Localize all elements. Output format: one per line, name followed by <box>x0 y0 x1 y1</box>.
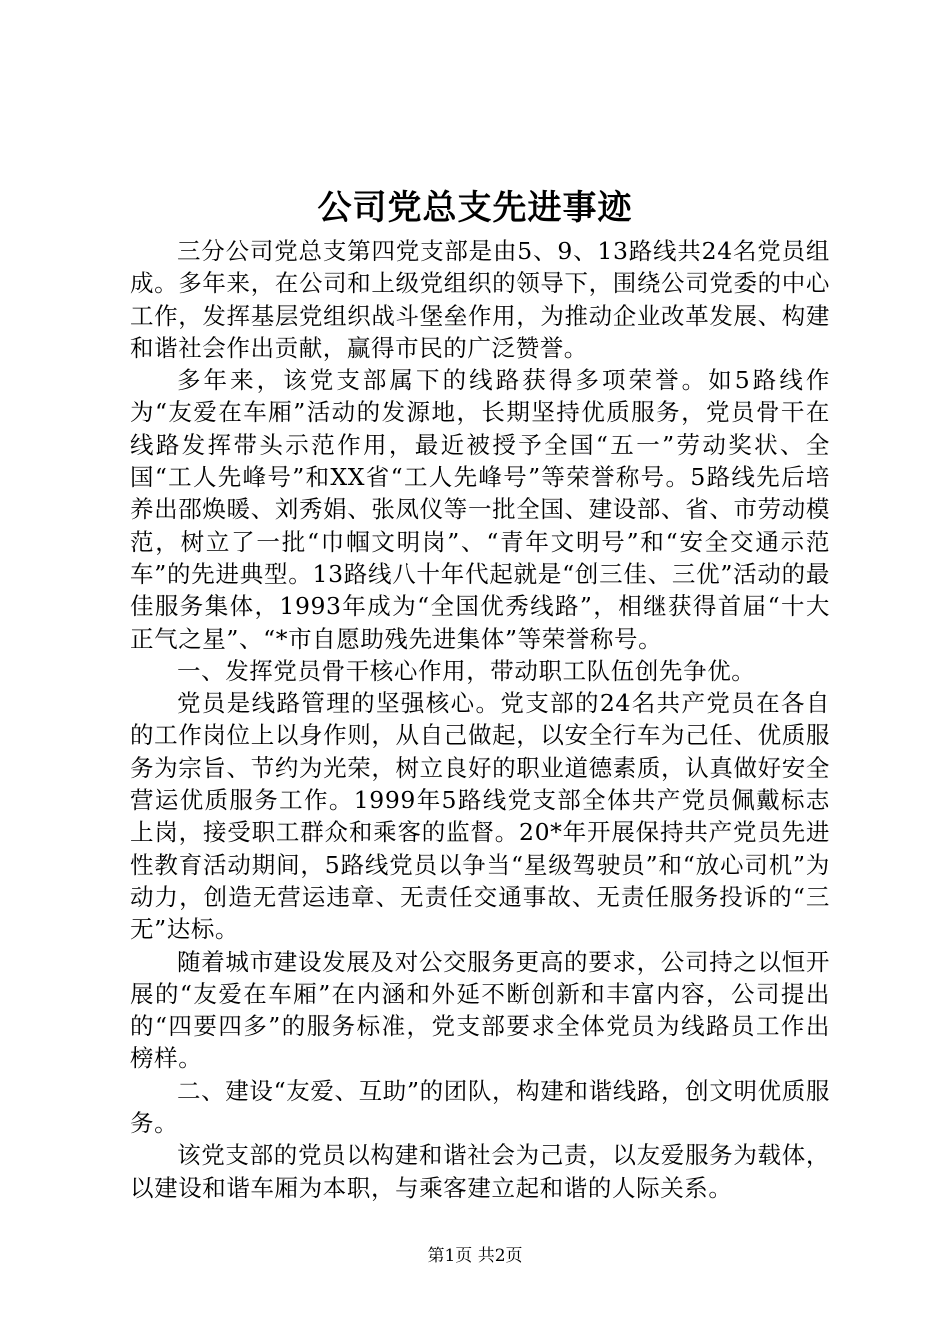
section-heading-1: 一、发挥党员骨干核心作用，带动职工队伍创先争优。 <box>177 656 756 685</box>
document-title: 公司党总支先进事迹 <box>317 188 633 228</box>
paragraph-intro: 三分公司党总支第四党支部是由5、9、13路线共24名党员组成。多年来，在公司和上级党组织的领导下，围绕公司党委的中心工作，发挥基层党组织战斗堡垒作用，为推动企业改革发展、构建和谐社会作出贡献，赢得市民的广泛赞誉。 <box>130 237 830 362</box>
paragraph-honors: 多年来，该党支部属下的线路获得多项荣誉。如5路线作为“友爱在车厢”活动的发源地，长期坚持优质服务，党员骨干在线路发挥带头示范作用，最近被授予全国“五一”劳动奖状、全国“工人先峰号”和XX省“工人先峰号”等荣誉称号。5路线先后培养出邵焕暖、刘秀娟、张凤仪等一批全国、建设部、省、市劳动模范，树立了一批“巾帼文明岗”、“青年文明号”和“安全交通示范车”的先进典型。13路线八十年代起就是“创三佳、三优”活动的最佳服务集体，1993年成为“全国优秀线路”，相继获得首届“十大正气之星”、“*市自愿助残先进集体”等荣誉称号。 <box>130 366 830 653</box>
paragraph-core-role: 党员是线路管理的坚强核心。党支部的24名共产党员在各自的工作岗位上以身作则，从自己做起，以安全行车为己任、优质服务为宗旨、节约为光荣，树立良好的职业道德素质，认真做好安全营运优质服务工作。1999年5路线党支部全体共产党员佩戴标志上岗，接受职工群众和乘客的监督。20*年开展保持共产党员先进性教育活动期间，5路线党员以争当“星级驾驶员”和“放心司机”为动力，创造无营运违章、无责任交通事故、无责任服务投诉的“三无”达标。 <box>130 689 830 944</box>
section-heading-2: 二、建设“友爱、互助”的团队，构建和谐线路，创文明优质服务。 <box>130 1076 830 1138</box>
paragraph-harmony: 该党支部的党员以构建和谐社会为己责，以友爱服务为载体，以建设和谐车厢为本职，与乘客建立起和谐的人际关系。 <box>130 1141 830 1202</box>
document-body <box>130 235 830 1204</box>
paragraph-service-standard: 随着城市建设发展及对公交服务更高的要求，公司持之以恒开展的“友爱在车厢”在内涵和外延不断创新和丰富内容，公司提出的“四要四多”的服务标准，党支部要求全体党员为线路员工作出榜样。 <box>130 947 830 1073</box>
page-number-footer: 第1页 共2页 <box>427 1246 523 1266</box>
